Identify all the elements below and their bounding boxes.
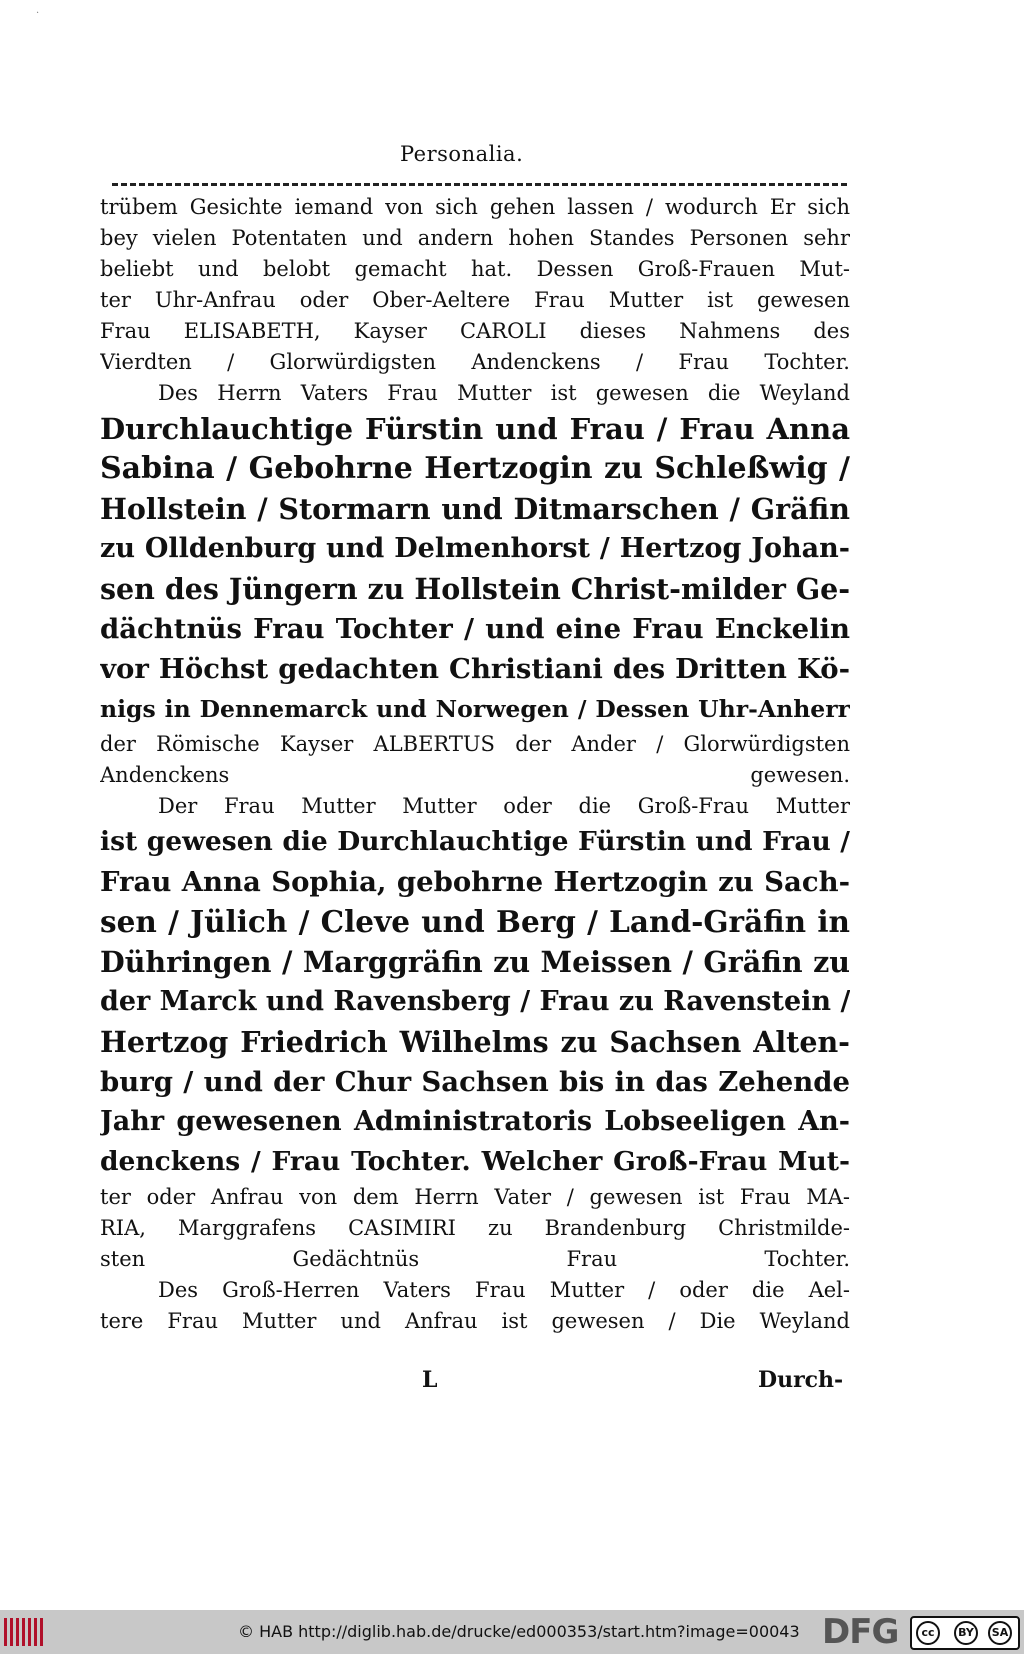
- text-line: nigs in Dennemarck und Norwegen / Dessen Uhr-Anherr: [100, 695, 850, 723]
- text-line: Frau ELISABETH, Kayser CAROLI dieses Nahmens des: [100, 319, 850, 343]
- text-line: ist gewesen die Durchlauchtige Fürstin und Frau /: [100, 826, 850, 857]
- dfg-logo: DFG: [822, 1612, 899, 1652]
- page-bottom-marks: [0, 1367, 1024, 1407]
- text-line: der Marck und Ravensberg / Frau zu Ravenstein /: [100, 986, 850, 1017]
- by-icon: BY: [954, 1621, 978, 1645]
- text-line: trübem Gesichte iemand von sich gehen lassen / wodurch Er sich: [100, 195, 850, 219]
- text-line: beliebt und belobt gemacht hat. Dessen Groß-Frauen Mut-: [100, 257, 850, 281]
- text-line: burg / und der Chur Sachsen bis in das Zehende: [100, 1066, 850, 1098]
- text-line: Hollstein / Stormarn und Ditmarschen / Gräfin: [100, 492, 850, 526]
- text-line: ter Uhr-Anfrau oder Ober-Aeltere Frau Mutter ist gewesen: [100, 288, 850, 312]
- sa-icon: SA: [988, 1621, 1012, 1645]
- page-corner-mark: ·: [36, 8, 40, 19]
- text-line: Des Groß-Herren Vaters Frau Mutter / oder die Ael-: [158, 1278, 850, 1302]
- attribution-link[interactable]: © HAB http://diglib.hab.de/drucke/ed000353/start.htm?image=00043: [238, 1622, 800, 1641]
- text-line: Sabina / Gebohrne Hertzogin zu Schleßwig /: [100, 451, 850, 486]
- text-line: RIA, Marggrafens CASIMIRI zu Brandenburg Christmilde-: [100, 1216, 850, 1240]
- text-line: Der Frau Mutter Mutter oder die Groß-Frau Mutter: [158, 794, 850, 818]
- text-line: Hertzog Friedrich Wilhelms zu Sachsen Alten-: [100, 1025, 850, 1059]
- barcode-icon: [4, 1618, 44, 1646]
- header-rule: [112, 183, 847, 186]
- text-line: ter oder Anfrau von dem Herrn Vater / gewesen ist Frau MA-: [100, 1185, 850, 1209]
- text-line: Vierdten / Glorwürdigsten Andenckens / Frau Tochter.: [100, 350, 850, 374]
- text-line: Frau Anna Sophia, gebohrne Hertzogin zu Sach-: [100, 866, 850, 898]
- text-line: bey vielen Potentaten und andern hohen Standes Personen sehr: [100, 226, 850, 250]
- text-line: denckens / Frau Tochter. Welcher Groß-Frau Mut-: [100, 1146, 850, 1177]
- body-text: [100, 192, 850, 1337]
- text-line: dächtnüs Frau Tochter / und eine Frau Enckelin: [100, 613, 850, 645]
- viewer-footer: [0, 1610, 1024, 1654]
- cc-icon: cc: [916, 1621, 940, 1645]
- text-line: der Römische Kayser ALBERTUS der Ander / Glorwürdigsten: [100, 732, 850, 756]
- text-line: sten Gedächtnüs Frau Tochter.: [100, 1247, 850, 1271]
- text-line: Dühringen / Marggräfin zu Meissen / Gräfin zu: [100, 945, 850, 979]
- text-line: vor Höchst gedachten Christiani des Dritten Kö-: [100, 653, 850, 685]
- text-line: tere Frau Mutter und Anfrau ist gewesen / Die Weyland: [100, 1309, 850, 1333]
- cc-license-badge[interactable]: [910, 1616, 1020, 1650]
- catchword: Durch-: [758, 1367, 844, 1393]
- text-line: Andenckens gewesen.: [100, 763, 850, 787]
- text-line: Des Herrn Vaters Frau Mutter ist gewesen die Weyland: [158, 381, 850, 405]
- text-line: Jahr gewesenen Administratoris Lobseeligen An-: [100, 1106, 850, 1137]
- text-line: sen des Jüngern zu Hollstein Christ-milder Ge-: [100, 572, 850, 606]
- text-line: sen / Jülich / Cleve und Berg / Land-Gräfin in: [100, 904, 850, 939]
- text-line: Durchlauchtige Fürstin und Frau / Frau Anna: [100, 412, 850, 446]
- signature-mark: L: [422, 1367, 438, 1393]
- text-line: zu Olldenburg und Delmenhorst / Hertzog Johan-: [100, 533, 850, 564]
- running-head: Personalia.: [400, 142, 524, 166]
